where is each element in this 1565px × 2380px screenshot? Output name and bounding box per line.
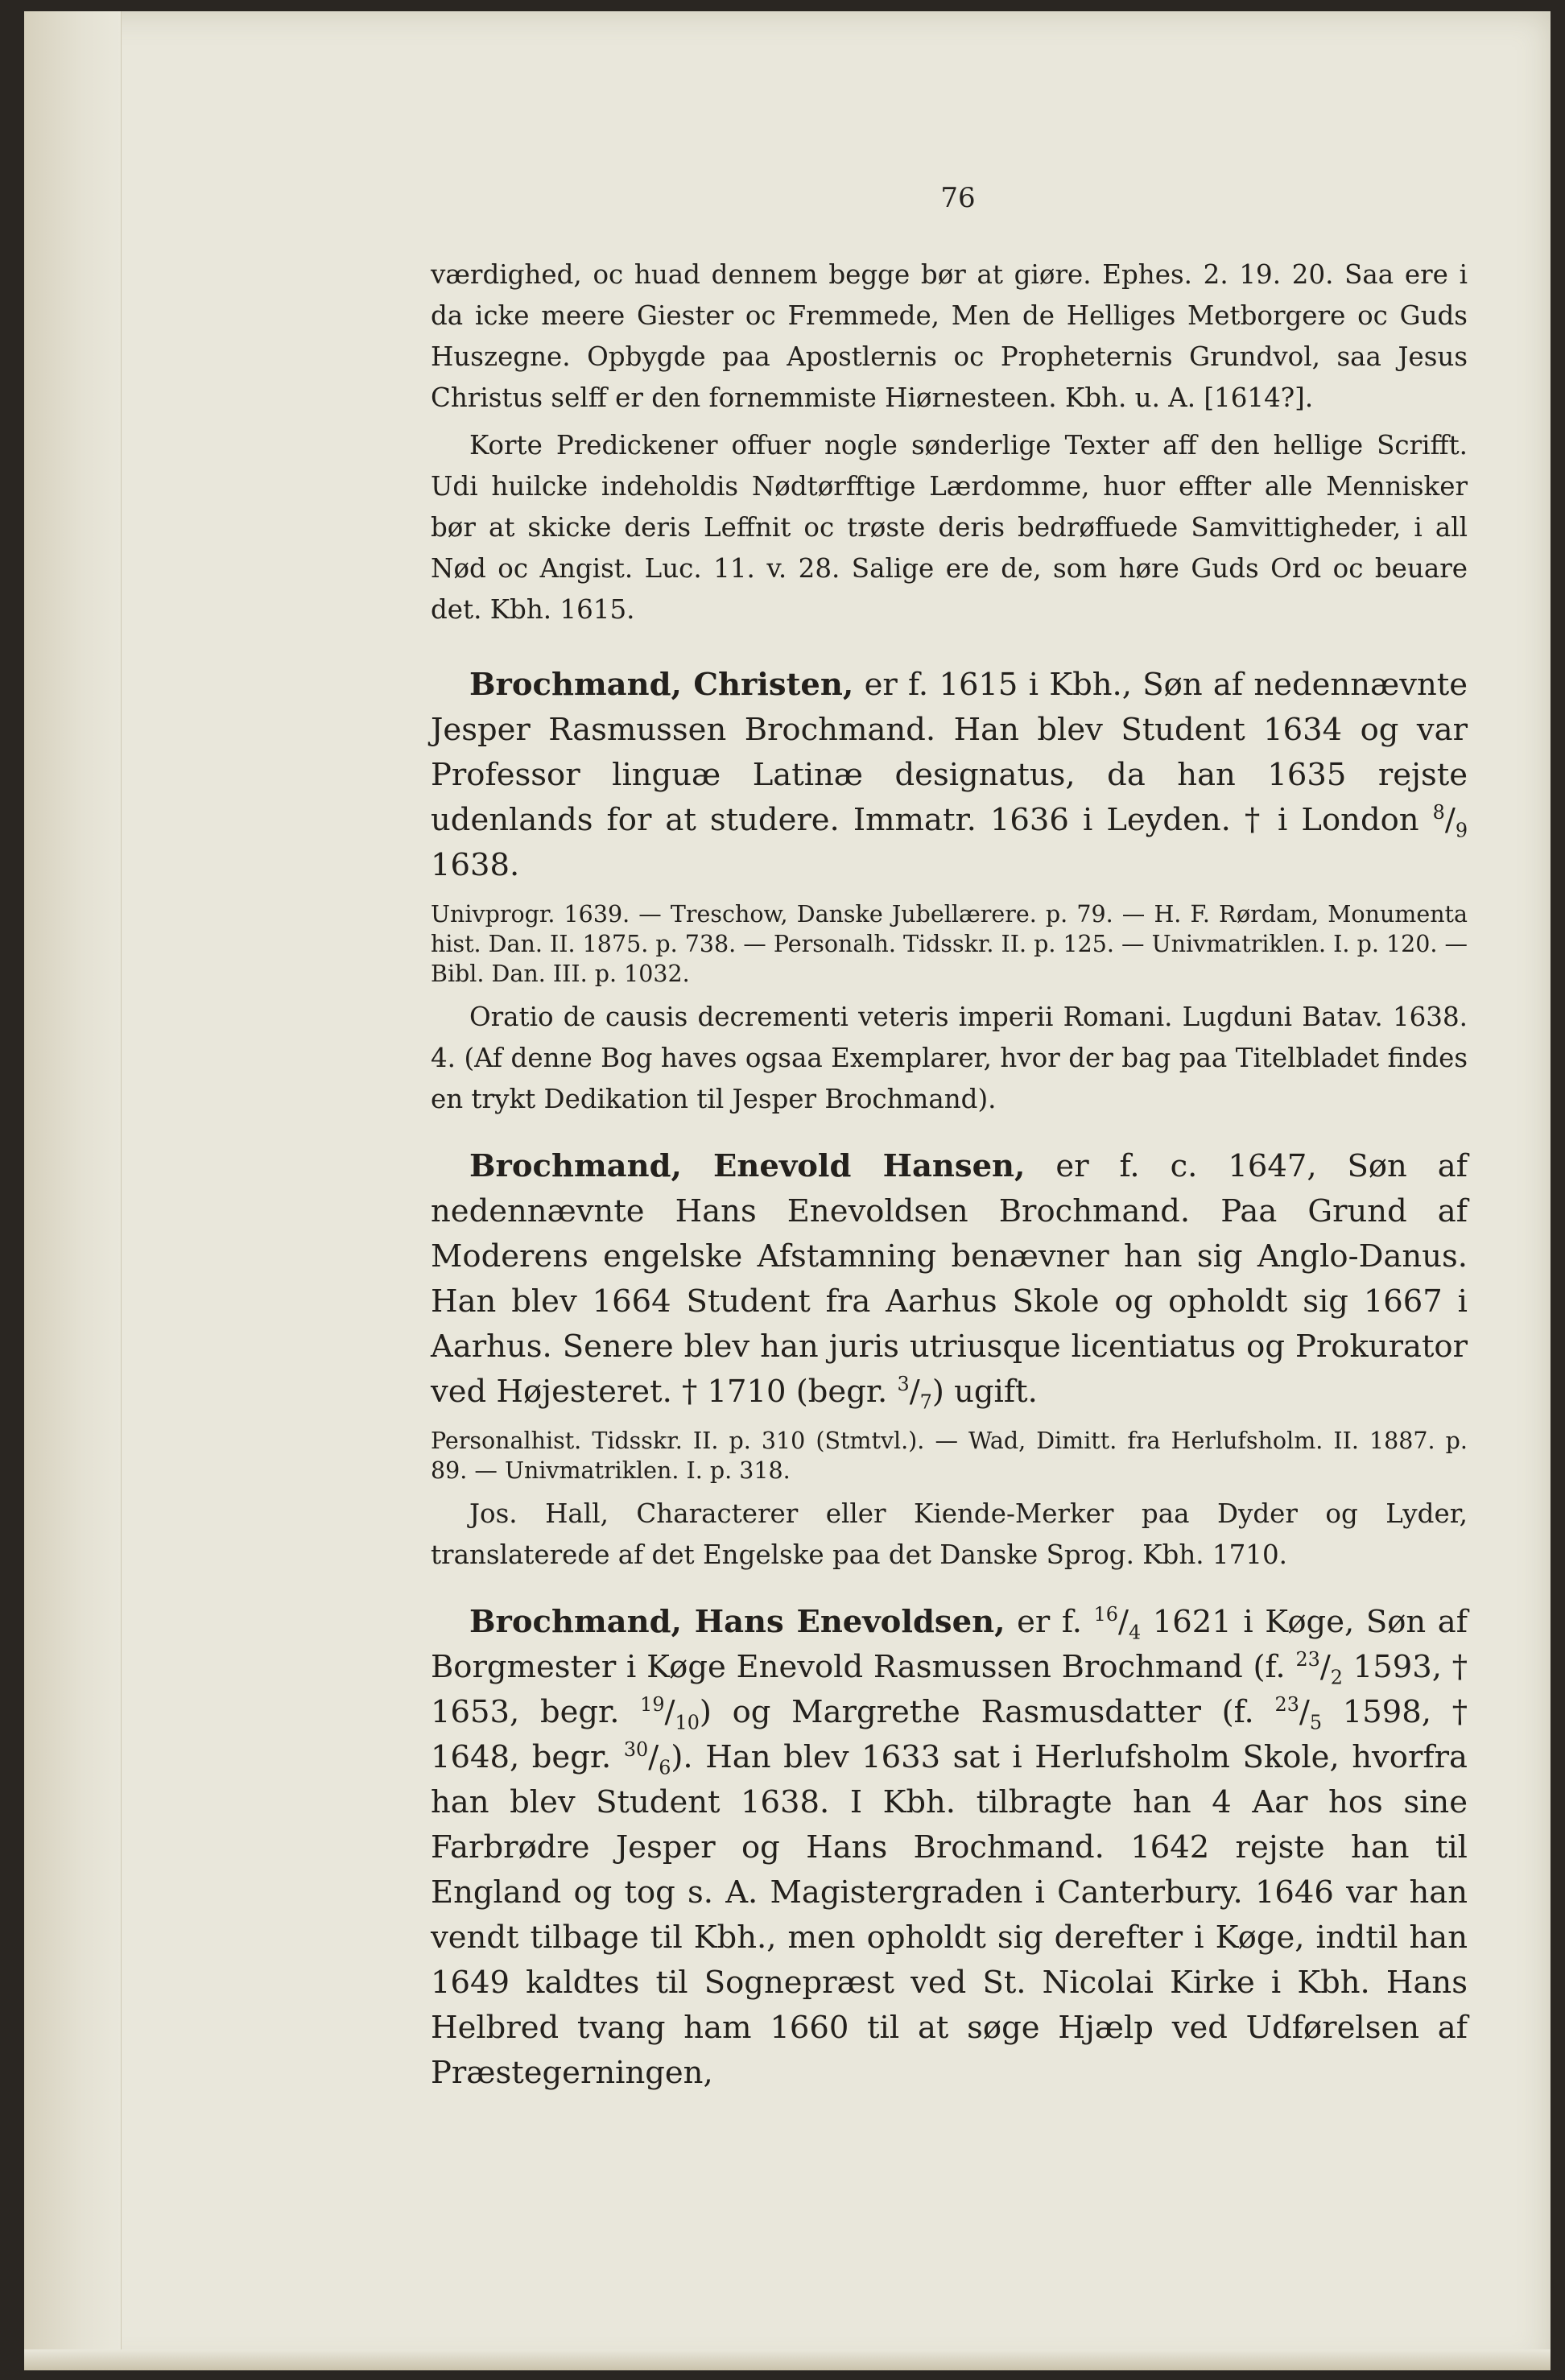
entry-works: Jos. Hall, Characterer eller Kiende-Merker paa Dyder og Lyder, translaterede af det Engelske paa det Danske Sprog. Kbh. 1710. — [431, 1498, 1468, 1570]
date-numerator: 30 — [623, 1738, 649, 1762]
date-denominator: 4 — [1128, 1621, 1142, 1644]
intro-paragraph-1: værdighed, oc huad dennem begge bør at giøre. Ephes. 2. 19. 20. Saa ere i da icke meere Giester oc Fremmede, Men de Helliges Metborgere oc Guds Huszegne. Opbygde paa Apostlernis oc Propheternis Grundvol, saa Jesus Christus selff er den fornemmiste Hiørnesteen. Kbh. u. A. [1614?]. — [431, 259, 1468, 413]
date-numerator: 19 — [640, 1693, 665, 1717]
entry-references: Personalhist. Tidsskr. II. p. 310 (Stmtvl.). — Wad, Dimitt. fra Herlufsholm. II. 1887. p. 89. — Univmatriklen. I. p. 318. — [431, 1428, 1468, 1484]
entry-text: ) og Margrethe Rasmusdatter (f. — [699, 1694, 1275, 1730]
entry-text: er f. 1615 i Kbh., Søn af nedennævnte Jesper Rasmussen Brochmand. Han blev Student 1634 og var Professor linguæ Latinæ designatus, da han 1635 rejste udenlands for at studere. Immatr. 1636 i Leyden. † i London — [431, 667, 1468, 838]
entry-works: Oratio de causis decrementi veteris imperii Romani. Lugduni Batav. 1638. 4. (Af denne Bog haves ogsaa Exemplarer, hvor der bag paa Titelbladet findes en trykt Dedikation til Jesper Brochmand). — [431, 1002, 1468, 1114]
entry-text-end: ) ugift. — [931, 1374, 1038, 1410]
entry-references: Univprogr. 1639. — Treschow, Danske Jubellærere. p. 79. — H. F. Rørdam, Monumenta hist. Dan. II. 1875. p. 738. — Personalh. Tidsskr. II. p. 125. — Univmatriklen. I. p. 120. — Bibl. Dan. III. p. 1032. — [431, 901, 1468, 987]
text-column — [431, 254, 1468, 2096]
entry-brochmand-hans: Brochmand, Hans Enevoldsen, er f. $^{16}/_4$ 1621 i Køge, Søn af Borgmester i Køge Enevold Rasmussen Brochmand (f. $^{23}/_2$ 1593, † 1653, begr. $^{19}/_{10}$) og Margrethe Rasmusdatter (f. $^{23}/_5$ 1598, † 1648, begr. $^{30}/_6$). Han blev 1633 sat i Herlufsholm Skole, hvorfra han blev Student 1638. I Kbh. tilbragte han 4 Aar hos sine Farbrødre Jesper og Hans Brochmand. 1642 rejste han til England og tog s. A. Magistergraden i Canterbury. 1646 var han vendt tilbage til Kbh., men opholdt sig derefter i Køge, indtil han 1649 kaldtes til Sognepræst ved St. Nicolai Kirke i Kbh. Hans Helbred tvang ham 1660 til at søge Hjælp ved Udførelsen af Præstegerningen, — [431, 1603, 1468, 2091]
date-numerator: 3 — [897, 1373, 910, 1396]
date-denominator: 5 — [1309, 1711, 1323, 1734]
page-bottom-edge — [24, 2349, 1551, 2370]
entry-brochmand-christen: Brochmand, Christen, er f. 1615 i Kbh., Søn af nedennævnte Jesper Rasmussen Brochmand. Han blev Student 1634 og var Professor linguæ Latinæ designatus, da han 1635 rejste udenlands for at studere. Immatr. 1636 i Leyden. † i London $^8/_9$ 1638. — [431, 667, 1468, 883]
intro-paragraph-2: Korte Predickener offuer nogle sønderlige Texter aff den hellige Scrifft. Udi huilcke indeholdis Nødtørfftige Lærdomme, huor effter alle Mennisker bør at skicke deris Leffnit oc trøste deris bedrøffuede Samvittigheder, i all Nød oc Angist. Luc. 11. v. 28. Salige ere de, som høre Guds Ord oc beuare det. Kbh. 1615. — [431, 430, 1468, 625]
date-denominator: 9 — [1455, 819, 1468, 842]
book-page — [24, 11, 1551, 2370]
page-gutter — [24, 11, 122, 2370]
page-number: 76 — [940, 182, 976, 214]
date-numerator: 23 — [1295, 1648, 1320, 1671]
date-numerator: 8 — [1432, 801, 1445, 824]
date-denominator: 7 — [919, 1390, 932, 1414]
entry-text: er f. — [1005, 1604, 1094, 1640]
date-denominator: 6 — [659, 1756, 671, 1779]
entry-brochmand-enevold: Brochmand, Enevold Hansen, er f. c. 1647, Søn af nedennævnte Hans Enevoldsen Brochmand. Paa Grund af Moderens engelske Afstamning benævner han sig Anglo-Danus. Han blev 1664 Student fra Aarhus Skole og opholdt sig 1667 i Aarhus. Senere blev han juris utriusque licentiatus og Prokurator ved Højesteret. † 1710 (begr. $^3/_7$) ugift. — [431, 1148, 1468, 1414]
date-numerator: 23 — [1274, 1693, 1299, 1717]
date-denominator: 10 — [675, 1711, 700, 1734]
entry-name: Brochmand, Hans Enevoldsen, — [469, 1604, 1005, 1640]
date-numerator: 16 — [1093, 1603, 1118, 1626]
entry-text: 1621 i Køge, Søn af Borgmester i Køge Enevold Rasmussen Brochmand (f. — [431, 1604, 1468, 1685]
entry-text: 1598, † 1648, begr. — [431, 1694, 1468, 1775]
entry-text-end: 1638. — [431, 847, 520, 883]
date-denominator: 2 — [1330, 1666, 1343, 1689]
entry-name: Brochmand, Enevold Hansen, — [469, 1148, 1026, 1184]
entry-text: er f. c. 1647, Søn af nedennævnte Hans Enevoldsen Brochmand. Paa Grund af Moderens engelske Afstamning benævner han sig Anglo-Danus. Han blev 1664 Student fra Aarhus Skole og opholdt sig 1667 i Aarhus. Senere blev han juris utriusque licentiatus og Prokurator ved Højesteret. † 1710 (begr. — [431, 1148, 1468, 1410]
entry-text: 1593, † 1653, begr. — [431, 1649, 1468, 1730]
entry-text: ). Han blev 1633 sat i Herlufsholm Skole, hvorfra han blev Student 1638. I Kbh. tilbragte han 4 Aar hos sine Farbrødre Jesper og Hans Brochmand. 1642 rejste han til England og tog s. A. Magistergraden i Canterbury. 1646 var han vendt tilbage til Kbh., men opholdt sig derefter i Køge, indtil han 1649 kaldtes til Sognepræst ved St. Nicolai Kirke i Kbh. Hans Helbred tvang ham 1660 til at søge Hjælp ved Udførelsen af Præstegerningen, — [431, 1739, 1468, 2091]
entry-name: Brochmand, Christen, — [469, 667, 854, 703]
